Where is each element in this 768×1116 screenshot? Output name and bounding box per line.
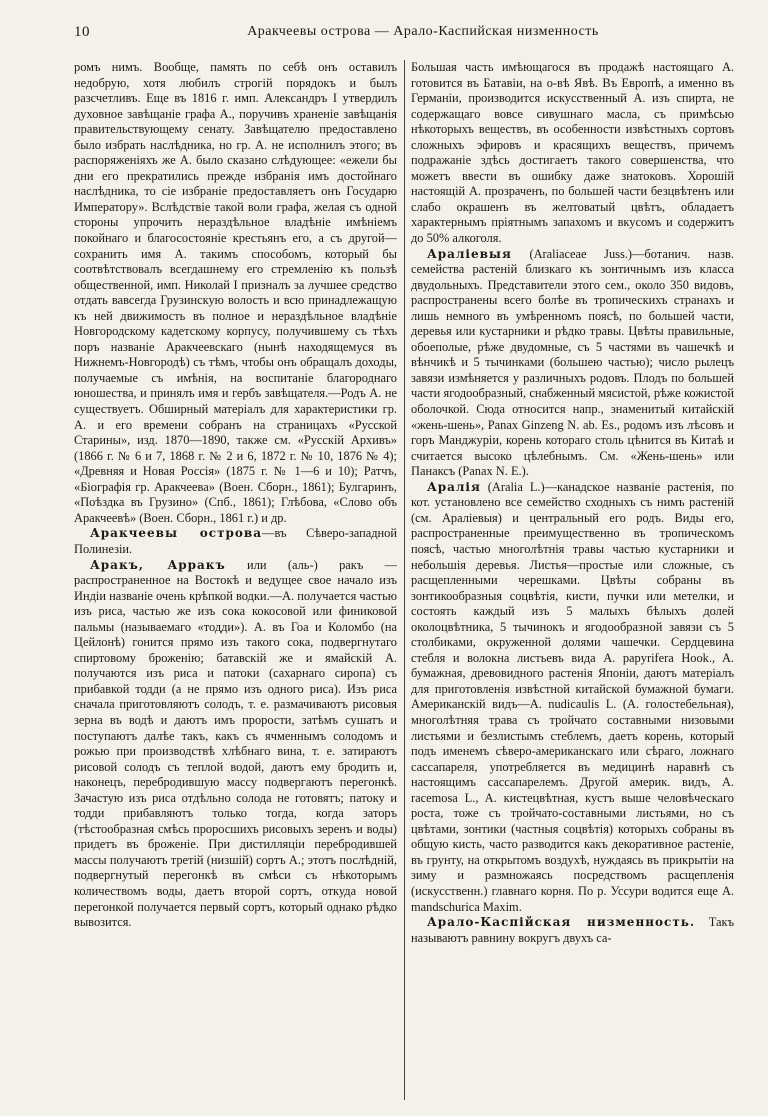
entry-body: или (аль-) ракъ — распространенное на Востокѣ и ведущее свое начало изъ Индіи названіе очень крѣпкой водки.—А. получается частью изъ риса, частью же изъ сока кокосовой или финиковой пальмы (называемаго «тодди»). А. въ Гоа и Коломбо (на Цейлонѣ) гонится прямо изъ такого сока, подвергнутаго спиртовому броженію; батавскій же и ямайскій А. получаются изъ риса и патоки (сахарнаго сиропа) съ прибавкой тодди (а не прямо изъ одного риса). Изъ риса сначала приготовляютъ солодъ, т. е. размачиваютъ рисовыя зерна въ водѣ и даютъ имъ прорости, затѣмъ сушатъ и поступаютъ далѣе такъ, какъ съ ячменнымъ солодомъ и рожью при производствѣ хлѣбнаго вина, т. е. затираютъ рисовой солодъ съ теплой водой, даютъ ему бродить и, наконецъ, перебродившую массу подвергаютъ перегонкѣ. Зачастую изъ риса отдѣльно солода не готовятъ; патоку и тодди прибавляютъ только тогда, когда заторъ (тѣстообразная смѣсь проросшихъ рисовыхъ зеренъ и воды) придетъ въ броженіе. При дистилляціи перебродившей массы получаютъ третій (низшій) сортъ А.; этотъ послѣдній, подвергнутый перегонкѣ въ смѣси съ нѣкоторымъ количествомъ воды, даетъ второй сортъ, откуда новой перегонкой получается первый сортъ, который однако рѣдко вывозится. [74,557,397,930]
entry-headword: Аралія [427,479,481,494]
right-column [411,60,734,1100]
entry-body: (Araliaceae Juss.)—ботанич. назв. семейства растеній близкаго къ зонтичнымъ изъ класса двудольныхъ. Представители этого сем., около 350 видовъ, распространены всего болѣе въ тропическихъ странахъ и лишь немного въ умѣренномъ поясѣ, по большей части, деревья или кустарники и рѣдко травы. Цвѣты правильные, обоеполые, рѣже двудомные, съ 5 частями въ чашечкѣ и вѣнчикѣ и 5 тычинками (большею частью); число рылецъ завязи измѣняется у различныхъ родовъ. Плодъ по большей части ягодообразный, снабженный мясистой, рѣже кожистой оболочкой. Сюда относится напр., знаменитый китайскій «жень-шень», Panax Ginzeng N. ab. Es., родомъ изъ лѣсовъ и горъ Манджуріи, корень котораго столь цѣнится въ Китаѣ и считается высоко цѣлебнымъ. См. «Жень-шень» или Панаксъ (Panax N. E.). [411,246,734,479]
left-column [74,60,397,1100]
text-columns [74,60,752,1100]
dictionary-entry [411,247,734,480]
entry-headword: Араліевыя [427,246,512,261]
dictionary-entry [411,915,734,946]
dictionary-entry [411,480,734,915]
entry-headword: Аракчеевы острова [90,526,263,541]
text-paragraph [74,60,397,526]
entry-headword: Арало-Каспійская низменность. [427,915,696,930]
page-header [74,24,752,46]
text-paragraph [411,60,734,247]
dictionary-entry [74,526,397,557]
entry-headword: Аракъ, Арракъ [90,557,226,572]
entry-body: ромъ нимъ. Вообще, память по себѣ онъ оставилъ недобрую, хотя любилъ строгій порядокъ и былъ разсчетливъ. Еще въ 1816 г. имп. Александръ I утвердилъ духовное завѣщаніе графа А., поручивъ храненіе завѣщанія правительствующему сенату. Завѣщателю предоставлено было избрать наслѣдника, но гр. А. не исполнилъ этого; въ распоряженіяхъ же А. было сказано слѣдующее: «ежели бы дни его прекратились прежде избранія имъ достойнаго наслѣдника, то сіе избраніе предоставляетъ онъ Государю Императору». Вслѣдствіе такой воли графа, желая съ одной стороны упрочить нераздѣльное владѣніе имѣніемъ покойнаго и благосостояніе крестьянъ его, а съ другой—сохранить имя А. такимъ способомъ, который бы соотвѣтствовалъ всегдашнему его стремленію къ пользѣ общественной, имп. Николай I призналъ за лучшее средство отдать вавсегда Грузинскую волость и всю принадлежащую къ ней движимость въ полное и нераздѣльное владѣніе Новгородскому кадетскому корпусу, получившему съ тѣхъ поръ названіе Аракчеевскаго (нынѣ находящемуся въ Нижнемъ-Новгородѣ) съ тѣмъ, чтобы онъ обращалъ доходы, получаемые съ имѣнія, на воспитаніе благороднаго юношества, и принялъ имя и гербъ завѣщателя.—Родъ А. не существуетъ. Обширный матеріалъ для характеристики гр. А. и его времени собранъ на страницахъ «Русской Старины», изд. 1870—1890, также см. «Русскій Архивъ» (1866 г. № 6 и 7, 1868 г. № 2 и 6, 1872 г. № 10, 1876 № 4); «Древняя и Новая Россія» (1875 г. № 1—6 и 10); Ратчъ, «Біографія гр. Аракчеева» (Воен. Сборн., 1861); Булгаринъ, «Поѣздка въ Грузино» (Спб., 1861); Глѣбова, «Слово объ Аракчеевѣ» (Воен. Сборн., 1861 г.) и др. [74,60,397,525]
page-number: 10 [74,24,90,40]
running-title: Аракчеевы острова — Арало-Каспийская низменность [247,24,599,39]
dictionary-entry [74,558,397,931]
entry-body: —въ Сѣверо-западной Полинезіи. [74,526,397,556]
entry-body: (Aralia L.)—канадское названіе растенія, по кот. установлено все семейство сходныхъ съ нимъ растеній (см. Араліевыя) и центральный его родъ. Виды его, распространенные преимущественно въ тропическомъ поясѣ, частью многолѣтнія травы частью кустарники и небольшія деревья. Листья—простые или сложные, съ расщепленными черешками. Цвѣты собраны въ зонтикообразныя соцвѣтія, кисти, пучки или метелки, и состоять каждый изъ 5 малыхъ бѣлыхъ долей околоцвѣтника, 5 тычинокъ и ягодообразной завязи съ 5 столбиками, окруженной долями чашечки. Сердцевина стебля и волокна листьевъ вида A. papyrifera Hook., A. бумажная, древовидного растенія Японіи, даютъ матеріалъ для приготовленія извѣстной китайской бумажной бумаги. Американскій видъ—A. nudicaulis L. (A. голостебельная), многолѣтняя трава съ тройчато составными низовыми листьями и безлистымъ стеблемъ, даетъ корень, который подъ именемъ сѣверо-американскаго или сѣраго, ложнаго сассапареля, употребляется въ медицинѣ наравнѣ съ настоящимъ сассапарелемъ. Другой америк. видъ, A. racemosa L., A. кистецвѣтная, кустъ выше человѣческаго роста, тоже съ тройчато-составными листьями, но съ цвѣтами, зонтики (частныя соцвѣтія) которыхъ собраны въ общую кисть, часто разводится какъ декоративное растеніе, въ грунту, на открытомъ воздухѣ, нуждаясь въ прикрытіи на зиму и размножаясь посредствомъ расщепленія (искусственн.) главнаго корня. По р. Уссури водится еще A. mandschurica Maxim. [411,479,734,914]
entry-body: Такъ называютъ равнину вокругъ двухъ са- [411,915,734,945]
entry-body: Большая часть имѣющагося въ продажѣ настоящаго А. готовится въ Батавіи, на о-вѣ Явѣ. Въ Европѣ, а именно въ Германіи, производится искусственный А. изъ спирта, не содержащаго вовсе сивушнаго масла, съ примѣсью нѣкоторыхъ веществъ, въ особенности извѣстныхъ сортовъ сложныхъ эфировъ и красящихъ веществъ, причемъ подражаніе здѣсь достигаетъ такого совершенства, что можетъ ввести въ ошибку даже знатоковъ. Хорошій настоящій А. прозраченъ, по большей части безцвѣтенъ или слабо окрашенъ въ желтоватый цвѣтъ, обладаетъ характернымъ пріятнымъ запахомъ и вкусомъ и содержитъ до 50% алкоголя. [411,60,734,246]
column-divider [404,60,405,1100]
